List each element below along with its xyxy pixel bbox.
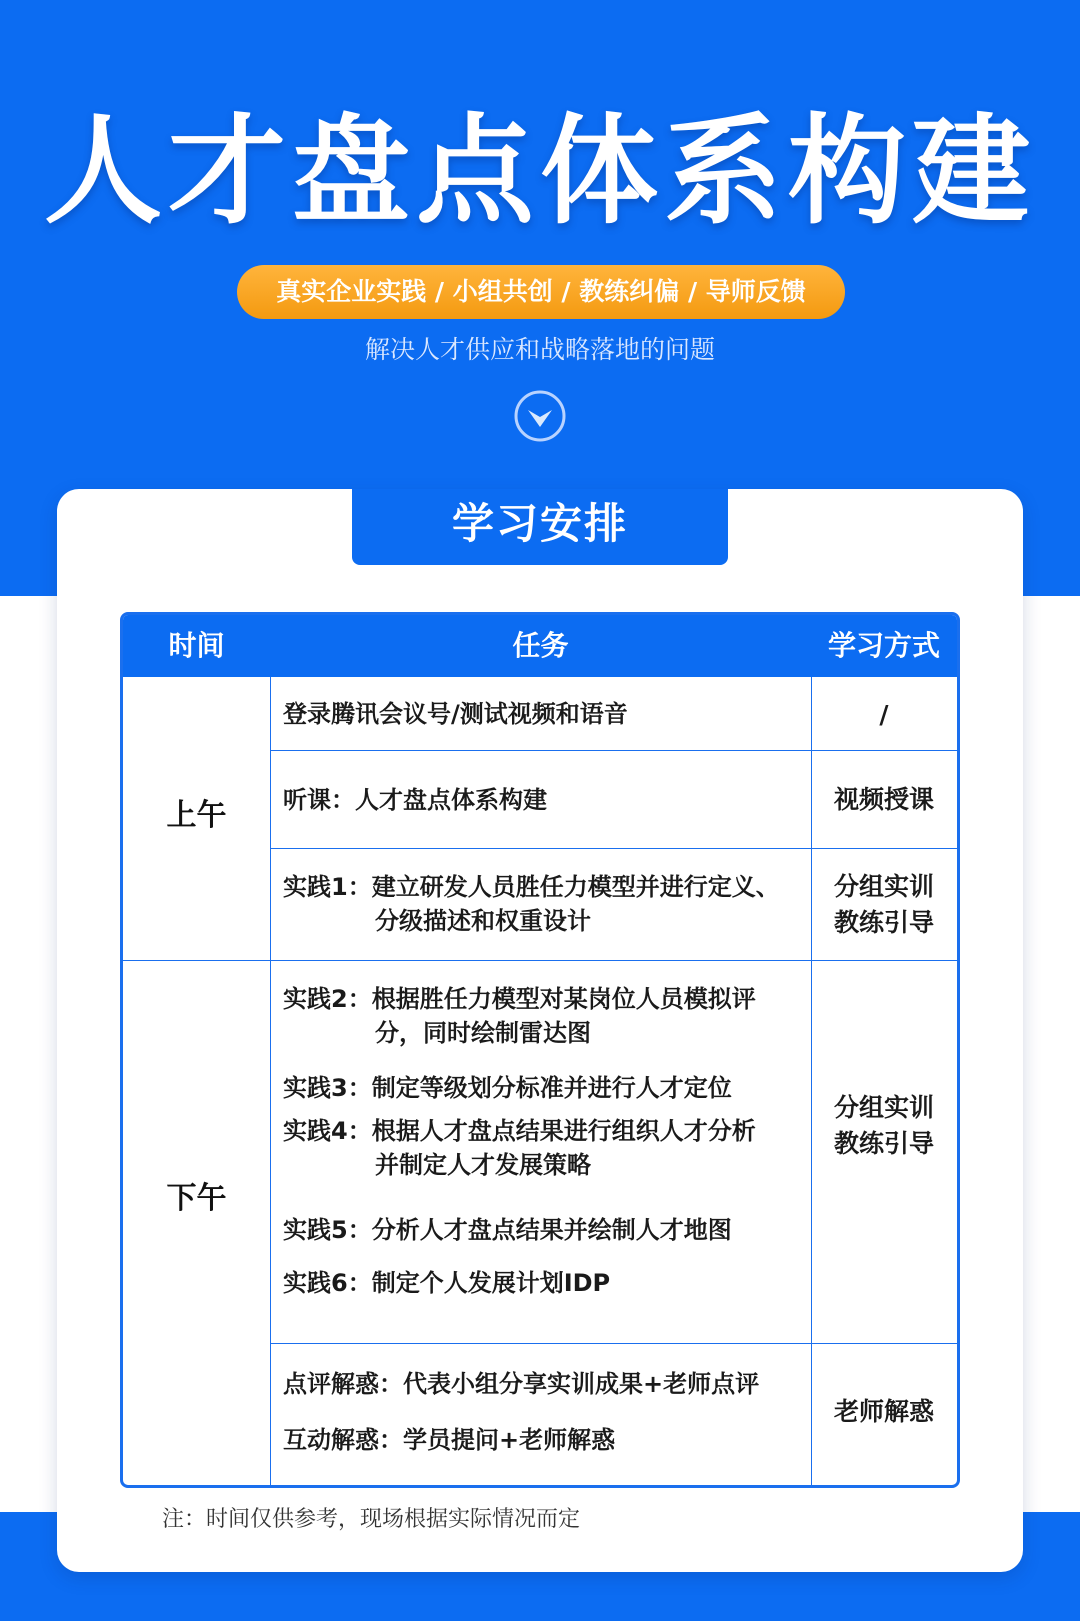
task-item: 互动解惑：学员提问+老师解惑 xyxy=(283,1426,616,1454)
task-label: 实践5： xyxy=(283,1216,372,1244)
method-item: 视频授课 xyxy=(833,785,934,814)
header-time: 时间 xyxy=(168,629,225,662)
schedule-card-title: 学习安排 xyxy=(352,489,728,565)
method-item xyxy=(811,1090,957,1162)
method-line: 教练引导 xyxy=(833,908,934,937)
method-item: 老师解惑 xyxy=(833,1397,934,1426)
hero-subtitle: 解决人才供应和战略落地的问题 xyxy=(364,335,715,364)
task-text: 制定个人发展计划IDP xyxy=(371,1269,611,1297)
task-label: 实践1： xyxy=(283,873,372,901)
task-text: 建立研发人员胜任力模型并进行定义、 xyxy=(371,873,780,901)
method-item: / xyxy=(879,700,889,729)
task-text: 根据胜任力模型对某岗位人员模拟评 xyxy=(371,985,756,1013)
method-line: 分组实训 xyxy=(833,1093,934,1122)
method-item xyxy=(811,869,957,941)
task-label: 实践4： xyxy=(283,1117,372,1145)
chevron-down-circle-icon[interactable] xyxy=(513,389,567,443)
row-divider xyxy=(270,1343,957,1344)
header-method: 学习方式 xyxy=(827,629,940,662)
task-item: 点评解惑：代表小组分享实训成果+老师点评 xyxy=(283,1370,760,1398)
table-header xyxy=(123,615,957,677)
task-item xyxy=(283,1266,808,1300)
task-item xyxy=(283,1213,808,1247)
row-divider xyxy=(270,848,957,849)
column-divider xyxy=(270,677,271,1485)
time-morning: 上午 xyxy=(166,798,227,833)
task-item: 听课：人才盘点体系构建 xyxy=(283,786,547,814)
row-divider xyxy=(270,750,957,751)
task-text-continued: 分，同时绘制雷达图 xyxy=(375,1019,591,1047)
schedule-table xyxy=(120,612,960,1488)
task-label: 实践3： xyxy=(283,1074,372,1102)
feature-pill: 真实企业实践 / 小组共创 / 教练纠偏 / 导师反馈 xyxy=(237,265,845,319)
task-text: 分析人才盘点结果并绘制人才地图 xyxy=(371,1216,732,1244)
section-divider xyxy=(123,960,957,961)
task-label: 实践2： xyxy=(283,985,372,1013)
method-line: 教练引导 xyxy=(833,1129,934,1158)
task-item xyxy=(283,1071,808,1105)
task-item xyxy=(283,1114,808,1182)
task-text: 制定等级划分标准并进行人才定位 xyxy=(371,1074,732,1102)
task-item: 登录腾讯会议号/测试视频和语音 xyxy=(283,700,628,728)
task-text-continued: 分级描述和权重设计 xyxy=(375,907,591,935)
task-text-continued: 并制定人才发展策略 xyxy=(375,1151,591,1179)
footnote: 注：时间仅供参考，现场根据实际情况而定 xyxy=(162,1507,581,1532)
task-item xyxy=(283,982,808,1050)
header-task: 任务 xyxy=(512,629,569,662)
page-title: 人才盘点体系构建 xyxy=(43,102,1036,240)
time-afternoon: 下午 xyxy=(166,1181,227,1216)
method-line: 分组实训 xyxy=(833,872,934,901)
task-text: 根据人才盘点结果进行组织人才分析 xyxy=(371,1117,756,1145)
task-label: 实践6： xyxy=(283,1269,372,1297)
task-item xyxy=(283,870,808,938)
